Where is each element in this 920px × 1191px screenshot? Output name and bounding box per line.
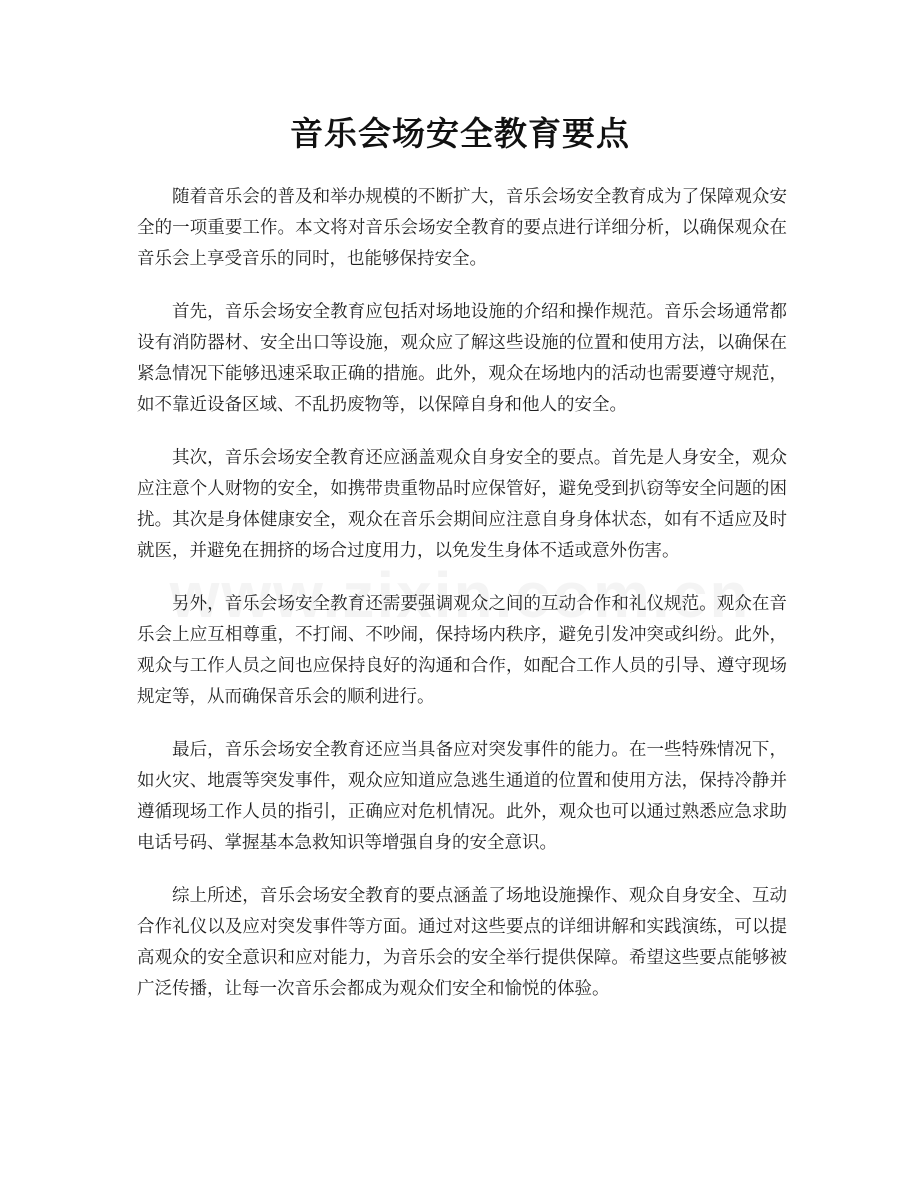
document-title: 音乐会场安全教育要点 xyxy=(290,114,630,153)
paragraph-facilities: 首先，音乐会场安全教育应包括对场地设施的介绍和操作规范。音乐会场通常都设有消防器材、安全出口等设施，观众应了解这些设施的位置和使用方法，以确保在紧急情况下能够迅速采取正确的措施。此外，观众在场地内的活动也需要遵守规范，如不靠近设备区域、不乱扔废物等，以保障自身和他人的安全。 xyxy=(137,302,787,415)
paragraph-personal-safety: 其次，音乐会场安全教育还应涵盖观众自身安全的要点。首先是人身安全，观众应注意个人财物的安全，如携带贵重物品时应保管好，避免受到扒窃等安全问题的困扰。其次是身体健康安全，观众在音乐会期间应注意自身身体状态，如有不适应及时就医，并避免在拥挤的场合过度用力，以免发生身体不适或意外伤害。 xyxy=(137,448,787,561)
paragraph-emergency: 最后，音乐会场安全教育还应当具备应对突发事件的能力。在一些特殊情况下，如火灾、地震等突发事件，观众应知道应急逃生通道的位置和使用方法，保持冷静并遵循现场工作人员的指引，正确应对危机情况。此外，观众也可以通过熟悉应急求助电话号码、掌握基本急救知识等增强自身的安全意识。 xyxy=(137,740,787,853)
paragraph-etiquette: 另外，音乐会场安全教育还需要强调观众之间的互动合作和礼仪规范。观众在音乐会上应互相尊重，不打闹、不吵闹，保持场内秩序，避免引发冲突或纠纷。此外，观众与工作人员之间也应保持良好的沟通和合作，如配合工作人员的引导、遵守现场规定等，从而确保音乐会的顺利进行。 xyxy=(137,594,787,707)
paragraph-conclusion: 综上所述，音乐会场安全教育的要点涵盖了场地设施操作、观众自身安全、互动合作礼仪以及应对突发事件等方面。通过对这些要点的详细讲解和实践演练，可以提高观众的安全意识和应对能力，为音乐会的安全举行提供保障。希望这些要点能够被广泛传播，让每一次音乐会都成为观众们安全和愉悦的体验。 xyxy=(137,886,787,999)
document-body xyxy=(137,182,787,1027)
paragraph-intro: 随着音乐会的普及和举办规模的不断扩大，音乐会场安全教育成为了保障观众安全的一项重要工作。本文将对音乐会场安全教育的要点进行详细分析，以确保观众在音乐会上享受音乐的同时，也能够保持安全。 xyxy=(137,187,787,269)
